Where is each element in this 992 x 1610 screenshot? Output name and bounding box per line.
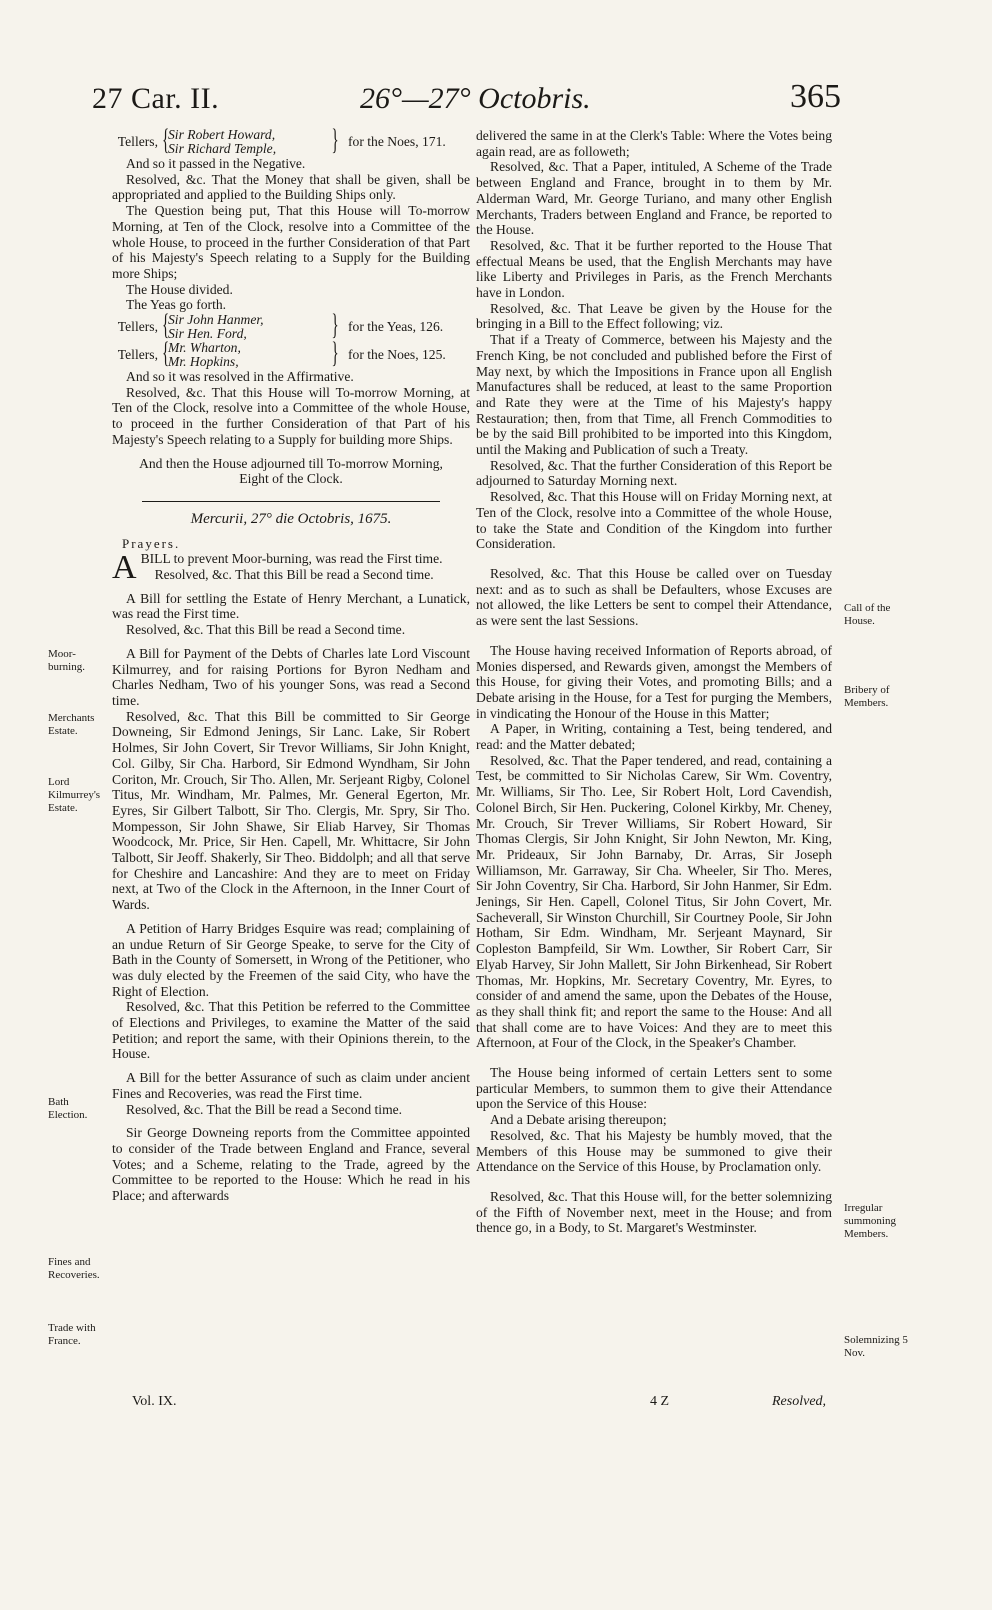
margin-note-solemnizing: Solemnizing 5 Nov. — [844, 1334, 908, 1359]
margin-note-moor: Moor-burning. — [48, 648, 85, 673]
teller-name: Mr. Wharton, — [168, 340, 241, 356]
section-rule — [142, 501, 440, 502]
paragraph: The House divided. — [126, 281, 233, 297]
resolution: Resolved, &c. That this Petition be referred to the Committee of Elections and Privileges, to examine the Matter of the said Petition; and report the same, with their Opinions therein, to the House. — [112, 999, 470, 1062]
paragraph: And so it passed in the Negative. — [126, 156, 306, 171]
paragraph: And a Debate arising thereupon; — [490, 1112, 667, 1128]
teller-name: Sir Hen. Ford, — [168, 326, 247, 342]
page-number: 365 — [790, 78, 841, 115]
margin-note-fines: Fines and Recoveries. — [48, 1256, 100, 1281]
margin-note-bribery: Bribery of Members. — [844, 684, 890, 709]
tellers-noes-171: Tellers, { Sir Robert Howard, Sir Richard Temple, } for the Noes, 171. — [117, 123, 446, 156]
resolution: Resolved, &c. That the further Consideration of this Report be adjourned to Saturday Morning next. — [476, 457, 832, 489]
running-head — [0, 78, 992, 128]
resolution: Resolved, &c. That his Majesty be humbly moved, that the Members of this House may be summoned to give their Attendance on the Service of this House, by Proclamation only. — [476, 1127, 832, 1175]
paragraph: A Paper, in Writing, containing a Test, being tendered, and read: and the Matter debated; — [476, 721, 832, 753]
regnal-year: 27 Car. II. — [92, 82, 220, 115]
teller-name: Mr. Hopkins, — [168, 354, 239, 370]
teller-name: Sir Robert Howard, — [168, 127, 276, 142]
resolution: Resolved, &c. That this House will on Friday Morning next, at Ten of the Clock, resolve into a Committee of the whole House, to take the State and Condition of the Kingdom into further Consideration. — [476, 489, 832, 552]
paragraph: And so it was resolved in the Affirmative. — [126, 369, 354, 385]
right-column — [476, 128, 832, 1236]
teller-name: Sir John Hanmer, — [168, 312, 264, 328]
resolution: Resolved, &c. That Leave be given by the House for the bringing in a Bill to the Effect following; viz. — [476, 300, 832, 332]
teller-count: for the Noes, 125. — [348, 347, 446, 363]
paragraph: delivered the same in at the Clerk's Table: Where the Votes being again read, are as followeth; — [476, 128, 832, 159]
tellers-noes-125: Tellers, { Mr. Wharton, Mr. Hopkins, } for the Noes, 125. — [117, 336, 446, 370]
margin-note-call-over: Call of the House. — [844, 602, 891, 627]
margin-note-bath: Bath Election. — [48, 1096, 88, 1121]
resolution: Resolved, &c. That it be further reported to the House That effectual Means be used, that the English Merchants may have like Liberty and Privileges in Paris, as the French Merchants have in London. — [476, 237, 832, 301]
teller-count: for the Yeas, 126. — [348, 319, 444, 335]
day-heading: Mercurii, 27° die Octobris, 1675. — [190, 510, 392, 527]
date-heading: 26°—27° Octobris. — [360, 82, 591, 115]
drop-cap: A — [112, 549, 137, 587]
paragraph: The Yeas go forth. — [126, 297, 227, 313]
teller-name: Sir Richard Temple, — [168, 141, 277, 156]
prayers-heading: Prayers. — [122, 535, 181, 551]
margin-note-trade: Trade with France. — [48, 1322, 96, 1347]
resolution: Resolved, &c. That this Bill be read a Second time. — [126, 622, 406, 638]
signature-mark: 4 Z — [650, 1394, 670, 1409]
resolution: Resolved, &c. That this Bill be committed to Sir George Downeing, Sir Edmond Jenings, Sir Lanc. Lake, Sir Robert Holmes, Sir John Covert, Sir Trevor Williams, Sir John Knight, Col. Gilby, Sir Cha. Harbord, Sir Edmond Wyndham, Sir John Coriton, Mr. Crouch, Sir Tho. Allen, Mr. Serjeant Rigby, Colonel Titus, Mr. Windham, Mr. Palmes, Mr. General Egerton, Mr. Eyres, Sir Gilbert Talbott, Sir Tho. Clergis, Mr. Spry, Sir Tho. Mompesson, Sir John Shawe, Sir Eliab Harvey, Sir Thomas Woodcock, Mr. Price, Sir Hen. Capell, Mr. Whittacre, Sir John Talbott, Sir Jeoff. Shakerly, Sir Theo. Biddolph; and all that serve for Cheshire and Lancashire: And they are to meet on Friday next, at Two of the Clock in the Afternoon, in the Inner Court of Wards. — [112, 708, 470, 913]
margin-note-kilmurrey: Lord Kilmurrey's Estate. — [48, 776, 101, 814]
catchword: Resolved, — [772, 1394, 827, 1409]
paragraph-moor-burning: ABILL to prevent Moor-burning, was read the First time. — [112, 549, 443, 587]
tellers-yeas-126: Tellers, { Sir John Hanmer, Sir Hen. Ford, } for the Yeas, 126. — [117, 308, 444, 342]
resolution: Resolved, &c. That the Paper tendered, and read, containing a Test, be committed to Sir Nicholas Carew, Sir Wm. Coventry, Mr. Williams, Sir Tho. Lee, Sir Robert Holt, Lord Cavendish, Colonel Birch, Sir Hen. Puckering, Colonel Kirkby, Mr. Cheney, Mr. Crouch, Sir Trever Williams, Sir Robert Howard, Sir Thomas Clergis, Sir John Knight, Sir John Newton, Mr. King, Mr. Prideaux, Sir John Barnaby, Dr. Arras, Sir Joseph Williamson, Mr. Garraway, Sir Cha. Wheeler, Sir Tho. Meres, Sir John Coventry, Sir Cha. Harbord, Sir John Hanmer, Sir Edm. Jenings, Sir Hen. Capell, Colonel Titus, Sir John Covert, Mr. Sacheverall, Sir Winston Churchill, Sir Courtney Poole, Sir John Hotham, Sir Edm. Windham, Mr. Serjeant Maynard, Sir Copleston Bampfeild, Sir Wm. Lowther, Sir Robert Carr, Sir Elyab Harvey, Sir John Mallett, Sir John Birkenhead, Sir Robert Thomas, Mr. Hopkins, Mr. Secretary Coventry, Mr. Eyres, to consider of and amend the same, upon the Debates of the House, as they shall think fit; and report the same to the House: And all that shall come are to have Voices: And they are to meet this Afternoon, at Four of the Clock, in the Speaker's Chamber. — [476, 752, 832, 1051]
paragraph-fines: A Bill for the better Assurance of such as claim under ancient Fines and Recoveries, was read the First time. — [112, 1070, 470, 1101]
resolution: Resolved, &c. That this Bill be read a Second time. — [154, 567, 434, 583]
left-column — [112, 123, 470, 1204]
paragraph-merchant: A Bill for settling the Estate of Henry Merchant, a Lunatick, was read the First time. — [112, 590, 470, 622]
volume-label: Vol. IX. — [132, 1394, 177, 1409]
resolution: Resolved, &c. That this House will To-morrow Morning, at Ten of the Clock, resolve into a Committee of the whole House, to proceed in the further Consideration of that Part of his Majesty's Speech relating to a Supply for building more Ships. — [112, 384, 470, 447]
margin-note-merchant: Merchants Estate. — [48, 712, 95, 737]
paragraph: That if a Treaty of Commerce, between his Majesty and the French King, be not concluded and published before the First of May next, by which the Impositions in France upon all English Manufactures shall be reduced, at least to the same Proportion and Rate they were at the Time of his Majesty's happy Restauration; then, from that Time, all French Commodities to be by the said Bill prohibited to be imported into this Kingdom, until the Making and Publication of such a Treaty. — [476, 332, 832, 458]
resolution: Resolved, &c. That the Bill be read a Second time. — [126, 1101, 403, 1117]
resolution: Resolved, &c. That the Money that shall be given, shall be appropriated and applied to the Building Ships only. — [112, 171, 470, 203]
resolution-solemnizing: Resolved, &c. That this House will, for the better solemnizing of the Fifth of November next, meet in the House; and from thence go, in a Body, to St. Margaret's Westminster. — [476, 1189, 832, 1236]
paragraph-bath: A Petition of Harry Bridges Esquire was read; complaining of an undue Return of Sir George Speake, to serve for the City of Bath in the County of Somersett, in Wrong of the Petitioner, who was duly elected by the Freemen of the said City, who have the Right of Election. — [112, 920, 470, 999]
paragraph-bribery: The House having received Information of Reports abroad, of Monies dispersed, and Rewards given, amongst the Members of this House, for giving their Votes, and promoting Bills; and a Debate arising in the House, for a Test for purging the Members, in vindicating the Honour of the House in this Matter; — [476, 642, 832, 721]
teller-count: for the Noes, 171. — [348, 134, 446, 150]
adjournment: And then the House adjourned till To-morrow Morning, Eight of the Clock. — [139, 455, 443, 487]
resolution-call-over: Resolved, &c. That this House be called over on Tuesday next: and as to such as shall be Defaulters, whose Excuses are not allowed, the like Letters be sent to compel their Attendance, as were sent the last Sessions. — [476, 565, 832, 629]
margin-note-irregular: Irregular summoning Members. — [844, 1202, 896, 1240]
resolution: Resolved, &c. That a Paper, intituled, A Scheme of the Trade between England and France, brought in to them by Mr. Alderman Ward, Mr. George Turiano, and many other English Merchants, Traders between England and France, be reported to the House. — [476, 159, 832, 238]
paragraph-kilmurrey: A Bill for Payment of the Debts of Charles late Lord Viscount Kilmurrey, and for raising Portions for Byron Nedham and Charles Nedham, Two of his younger Sons, was read a Second time. — [112, 645, 470, 708]
paragraph-irregular: The House being informed of certain Letters sent to some particular Members, to summon them to give their Attendance upon the Service of this House: — [476, 1065, 832, 1112]
paragraph-trade: Sir George Downeing reports from the Committee appointed to consider of the Trade between England and France, several Votes; and a Scheme, relating to the Trade, agreed by the Committee to be reported to the House: Which he read in his Place; and afterwards — [112, 1125, 470, 1204]
paragraph: The Question being put, That this House will To-morrow Morning, at Ten of the Clock, resolve into a Committee of the whole House, to proceed in the further Consideration of that Part of his Majesty's Speech relating to a Supply for the Building more Ships; — [112, 203, 470, 281]
